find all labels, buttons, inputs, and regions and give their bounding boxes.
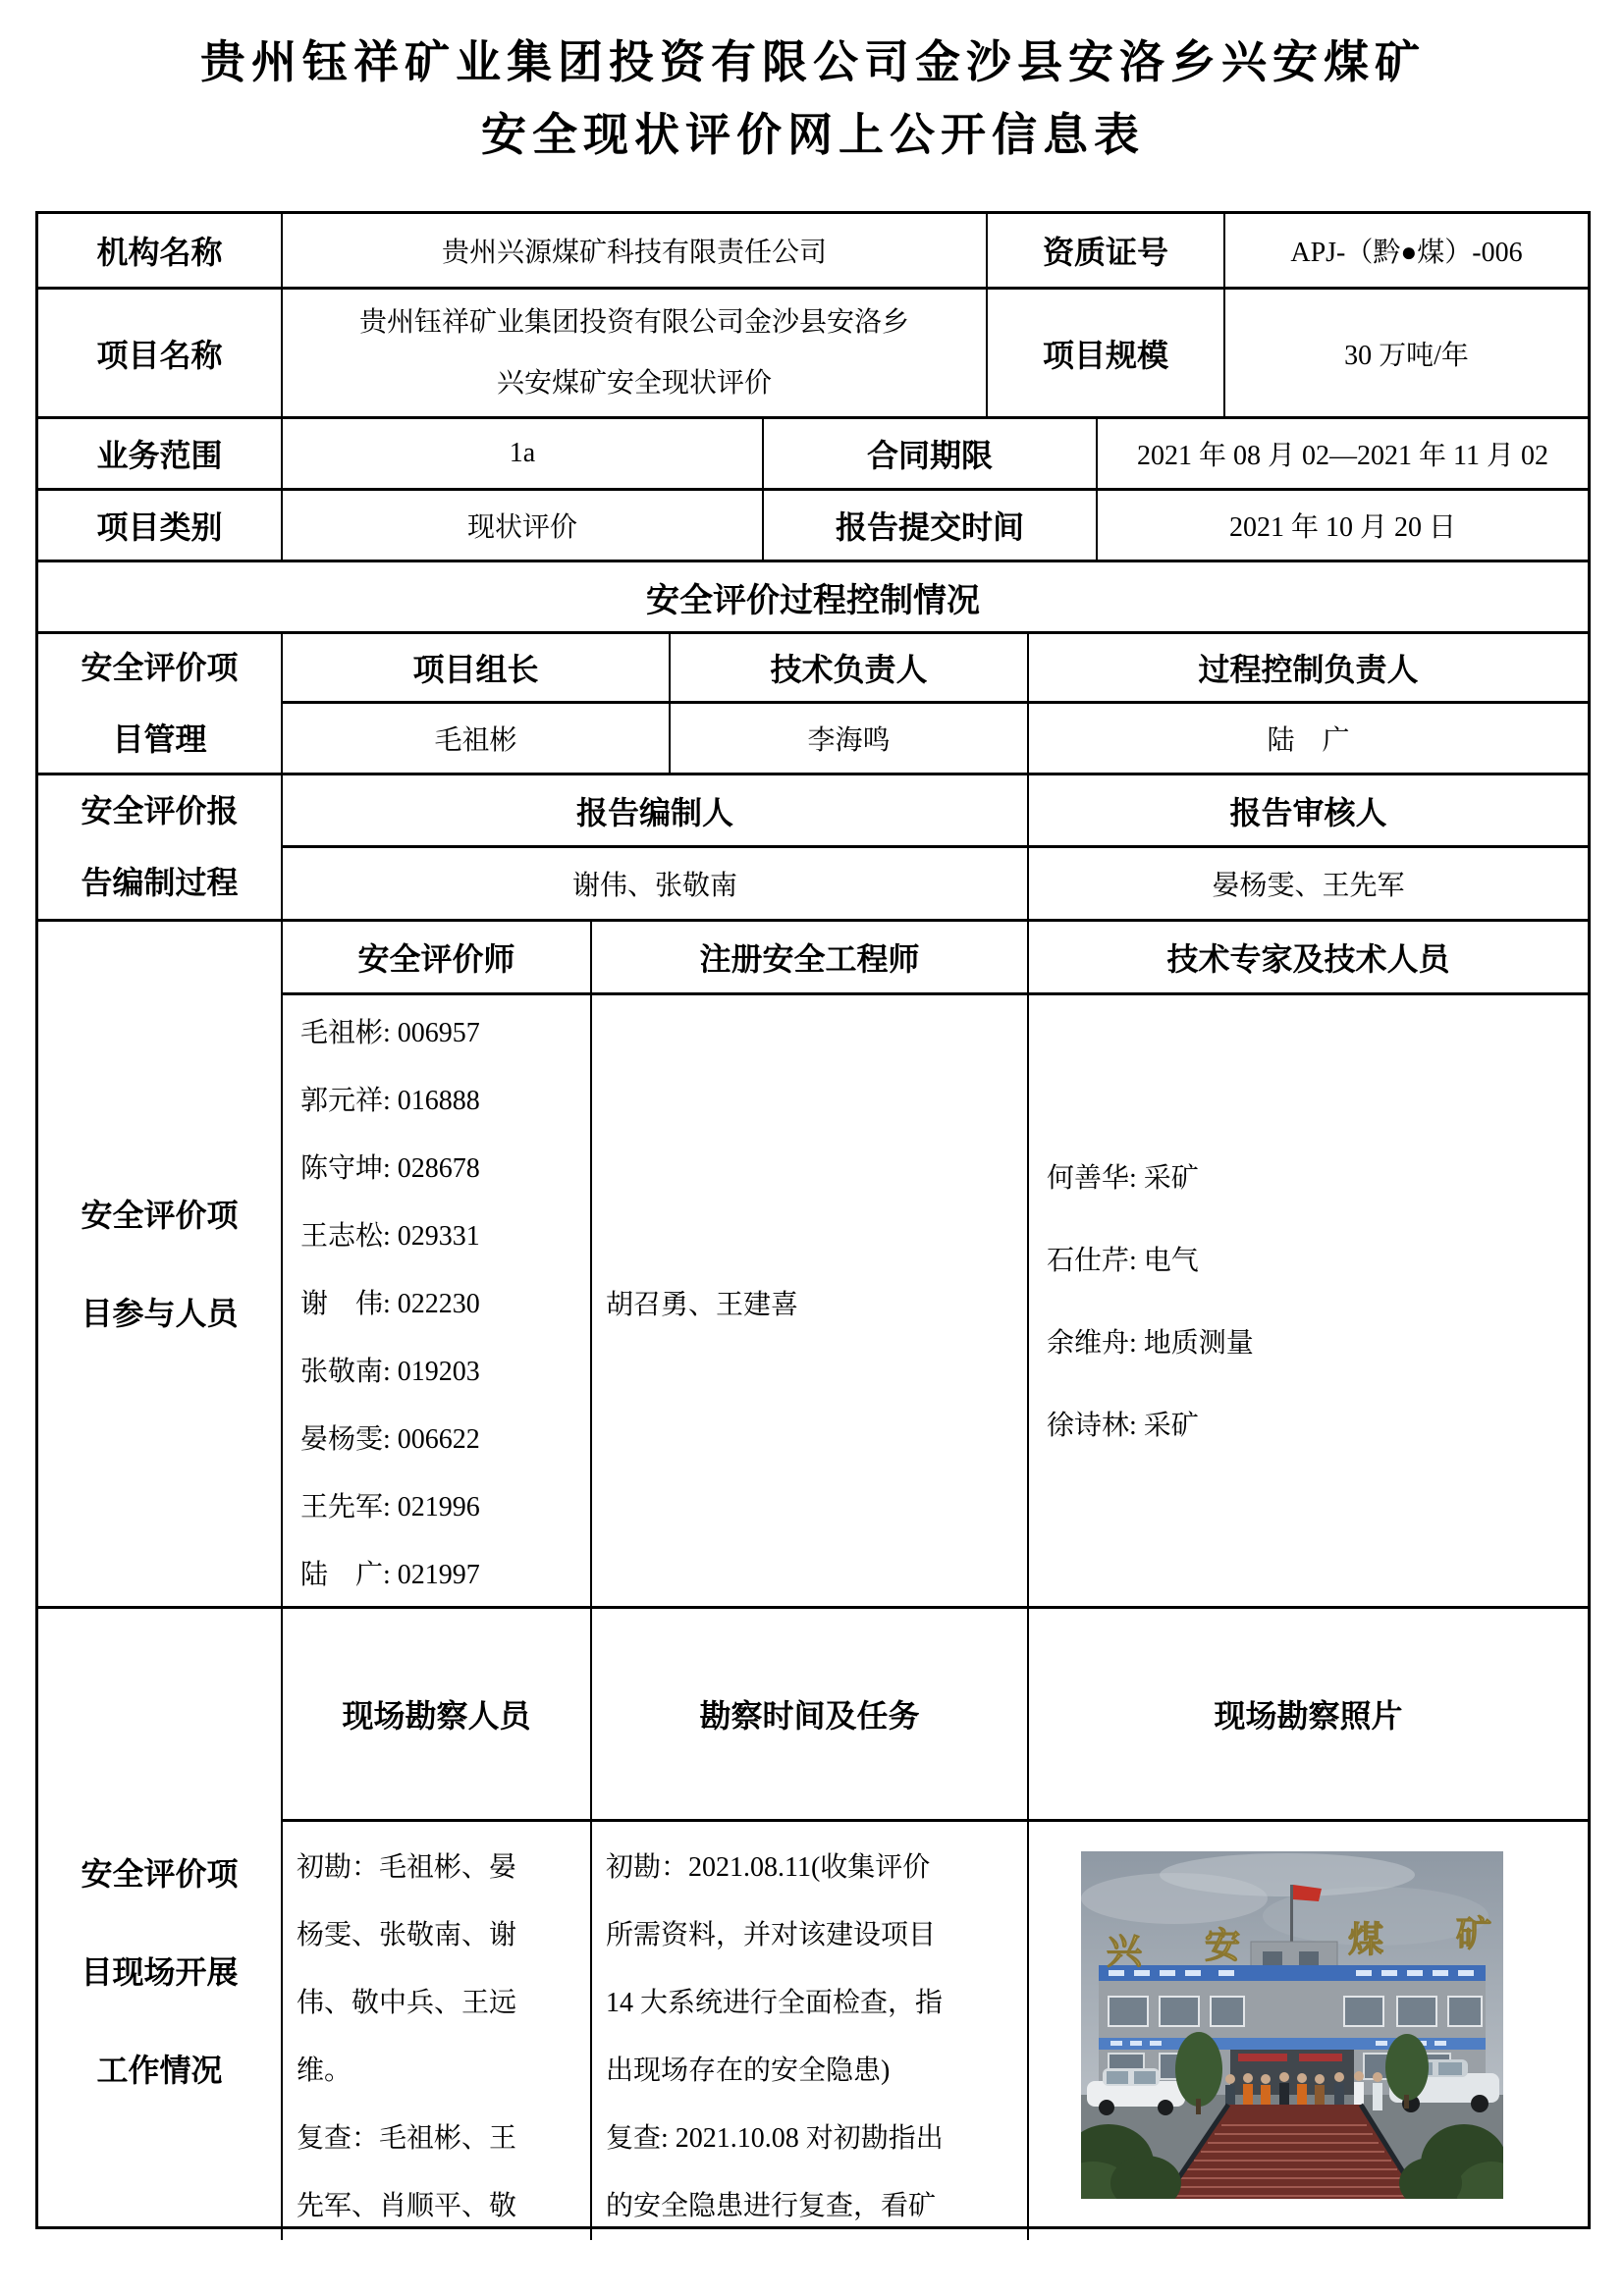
expert-item: 何善华: 采矿 (1047, 1162, 1199, 1194)
expert-item: 石仕芹: 电气 (1047, 1245, 1199, 1276)
band-participants (38, 922, 1588, 1609)
person (1373, 2072, 1382, 2110)
site-photo (1081, 1851, 1503, 2199)
survey-personnel-line: 初勘：毛祖彬、晏 (297, 1852, 517, 1883)
project-management-row-label (38, 634, 283, 773)
evaluator-item: 张敬南: 019203 (300, 1357, 480, 1387)
document-title (35, 26, 1591, 171)
tech-expert-label: 技术专家及技术人员 (1166, 941, 1450, 977)
registered-engineer-label: 注册安全工程师 (592, 922, 1029, 992)
sign-char: 安 (1205, 1925, 1241, 1965)
cloud (1160, 1853, 1415, 1896)
business-scope-value: 1a (283, 419, 764, 488)
process-control-director-label: 过程控制负责人 (1198, 652, 1419, 687)
evaluator-item: 晏杨雯: 006622 (300, 1424, 480, 1455)
row-organization (38, 214, 1588, 290)
band-site-work (38, 1609, 1588, 2240)
entrance-banner (1238, 2054, 1287, 2061)
safety-evaluator-list (283, 995, 592, 1609)
participants-header-row (283, 922, 1588, 995)
participants-columns (283, 922, 1588, 1606)
registered-engineer-value: 胡召勇、王建喜 (592, 995, 1029, 1609)
survey-personnel-text (283, 1822, 592, 2240)
survey-time-line: 的安全隐患进行复查，看矿 (606, 2191, 937, 2221)
row-project-category (38, 491, 1588, 562)
report-compilation-row-label-line1: 安全评价报 (81, 793, 239, 828)
evaluator-item: 毛祖彬: 006957 (300, 1018, 480, 1048)
site-work-row-label-line3: 工作情况 (96, 2053, 223, 2088)
survey-time-line: 复查: 2021.10.08 对初勘指出 (606, 2123, 944, 2154)
project-name-label: 项目名称 (38, 290, 283, 416)
site-work-header-row (283, 1609, 1588, 1822)
safety-evaluator-label: 安全评价师 (283, 922, 592, 992)
survey-personnel-line: 先军、肖顺平、敬 (297, 2191, 517, 2221)
report-reviewer-label: 报告审核人 (1229, 794, 1387, 830)
survey-personnel-line: 伟、敬中兵、王远 (297, 1988, 517, 2018)
title-line-2: 安全现状评价网上公开信息表 (481, 109, 1145, 160)
survey-time-task-label: 勘察时间及任务 (592, 1609, 1029, 1819)
evaluator-item: 谢 伟: 022230 (300, 1289, 480, 1319)
project-category-value: 现状评价 (283, 491, 764, 560)
team-leader-label: 项目组长 (283, 634, 671, 701)
project-name-value-line1: 贵州钰祥矿业集团投资有限公司金沙县安洛乡 (358, 306, 909, 338)
row-business-scope (38, 419, 1588, 491)
survey-time-task-text (592, 1822, 1029, 2240)
report-compilation-row-label-line2: 告编制过程 (81, 865, 239, 900)
info-table (35, 211, 1591, 2229)
project-management-columns (283, 634, 1588, 773)
survey-photo-label: 现场勘察照片 (1214, 1698, 1403, 1734)
process-control-section-title: 安全评价过程控制情况 (646, 581, 980, 619)
evaluator-item: 陆 广: 021997 (300, 1560, 480, 1590)
report-compilation-row-label (38, 775, 283, 919)
report-compilation-header-row (283, 775, 1588, 848)
report-reviewer-value: 晏杨雯、王先军 (1212, 871, 1405, 901)
report-writer-value: 谢伟、张敬南 (283, 848, 1029, 919)
contract-period-label: 合同期限 (764, 419, 1098, 488)
report-compilation-columns (283, 775, 1588, 919)
survey-time-line: 初勘：2021.08.11(收集评价 (606, 1852, 931, 1883)
survey-personnel-line: 复查：毛祖彬、王 (297, 2123, 517, 2154)
project-management-header-row (283, 634, 1588, 704)
site-work-row-label-line1: 安全评价项 (81, 1856, 239, 1892)
report-compilation-value-row (283, 848, 1588, 919)
site-work-row-label-line2: 目现场开展 (81, 1954, 239, 1990)
sign-char: 煤 (1348, 1919, 1384, 1959)
row-section-title (38, 562, 1588, 634)
survey-personnel-line: 杨雯、张敬南、谢 (297, 1920, 517, 1950)
band-project-management (38, 634, 1588, 775)
entrance-banner (1299, 2054, 1342, 2061)
business-scope-label: 业务范围 (38, 419, 283, 488)
band-report-compilation (38, 775, 1588, 922)
report-writer-label: 报告编制人 (283, 775, 1029, 845)
project-name-value-line2: 兴安煤矿安全现状评价 (496, 367, 772, 399)
team-leader-value: 毛祖彬 (283, 704, 671, 773)
evaluator-item: 王先军: 021996 (300, 1492, 480, 1522)
participants-row-label-line2: 目参与人员 (81, 1295, 239, 1331)
sign-char: 矿 (1456, 1913, 1492, 1953)
evaluator-item: 郭元祥: 016888 (300, 1086, 480, 1116)
project-scale-label: 项目规模 (988, 290, 1225, 416)
survey-time-line: 所需资料，并对该建设项目 (606, 1920, 937, 1950)
site-work-columns (283, 1609, 1588, 2240)
project-category-label: 项目类别 (38, 491, 283, 560)
project-name-value (283, 290, 988, 416)
survey-time-line: 出现场存在的安全隐患) (606, 2056, 891, 2086)
participants-value-row (283, 995, 1588, 1609)
row-project-name (38, 290, 1588, 419)
title-line-1: 贵州钰祥矿业集团投资有限公司金沙县安洛乡兴安煤矿 (200, 36, 1426, 87)
roof-banner (1099, 1965, 1486, 1981)
report-submit-value: 2021 年 10 月 20 日 (1228, 512, 1456, 543)
tech-expert-list (1029, 995, 1588, 1609)
project-scale-value: 30 万吨/年 (1344, 340, 1469, 371)
expert-item: 余维舟: 地质测量 (1047, 1327, 1254, 1359)
tech-director-label: 技术负责人 (671, 634, 1029, 701)
process-control-director-value: 陆 广 (1267, 725, 1350, 756)
report-submit-label: 报告提交时间 (764, 491, 1098, 560)
project-management-row-label-line2: 目管理 (112, 721, 207, 757)
cert-no-value: APJ-（黔●煤）-006 (1290, 238, 1523, 268)
contract-period-value: 2021 年 08 月 02—2021 年 11 月 02 (1137, 441, 1548, 471)
org-name-label: 机构名称 (38, 214, 283, 287)
participants-row-label-line1: 安全评价项 (81, 1197, 239, 1233)
site-work-value-row (283, 1822, 1588, 2240)
evaluator-item: 陈守坤: 028678 (300, 1153, 480, 1184)
site-work-row-label (38, 1609, 283, 2240)
participants-row-label (38, 922, 283, 1606)
survey-personnel-label: 现场勘察人员 (283, 1609, 592, 1819)
org-name-value: 贵州兴源煤矿科技有限责任公司 (283, 214, 988, 287)
expert-item: 徐诗林: 采矿 (1047, 1410, 1199, 1441)
cert-no-label: 资质证号 (988, 214, 1225, 287)
project-management-value-row (283, 704, 1588, 773)
sign-char: 兴 (1107, 1931, 1143, 1971)
survey-photo-cell (1029, 1822, 1588, 2240)
survey-time-line: 14 大系统进行全面检查，指 (606, 1988, 944, 2018)
project-management-row-label-line1: 安全评价项 (81, 649, 239, 685)
tech-director-value: 李海鸣 (671, 704, 1029, 773)
survey-personnel-line: 维。 (297, 2056, 352, 2086)
evaluator-item: 王志松: 029331 (300, 1221, 480, 1252)
